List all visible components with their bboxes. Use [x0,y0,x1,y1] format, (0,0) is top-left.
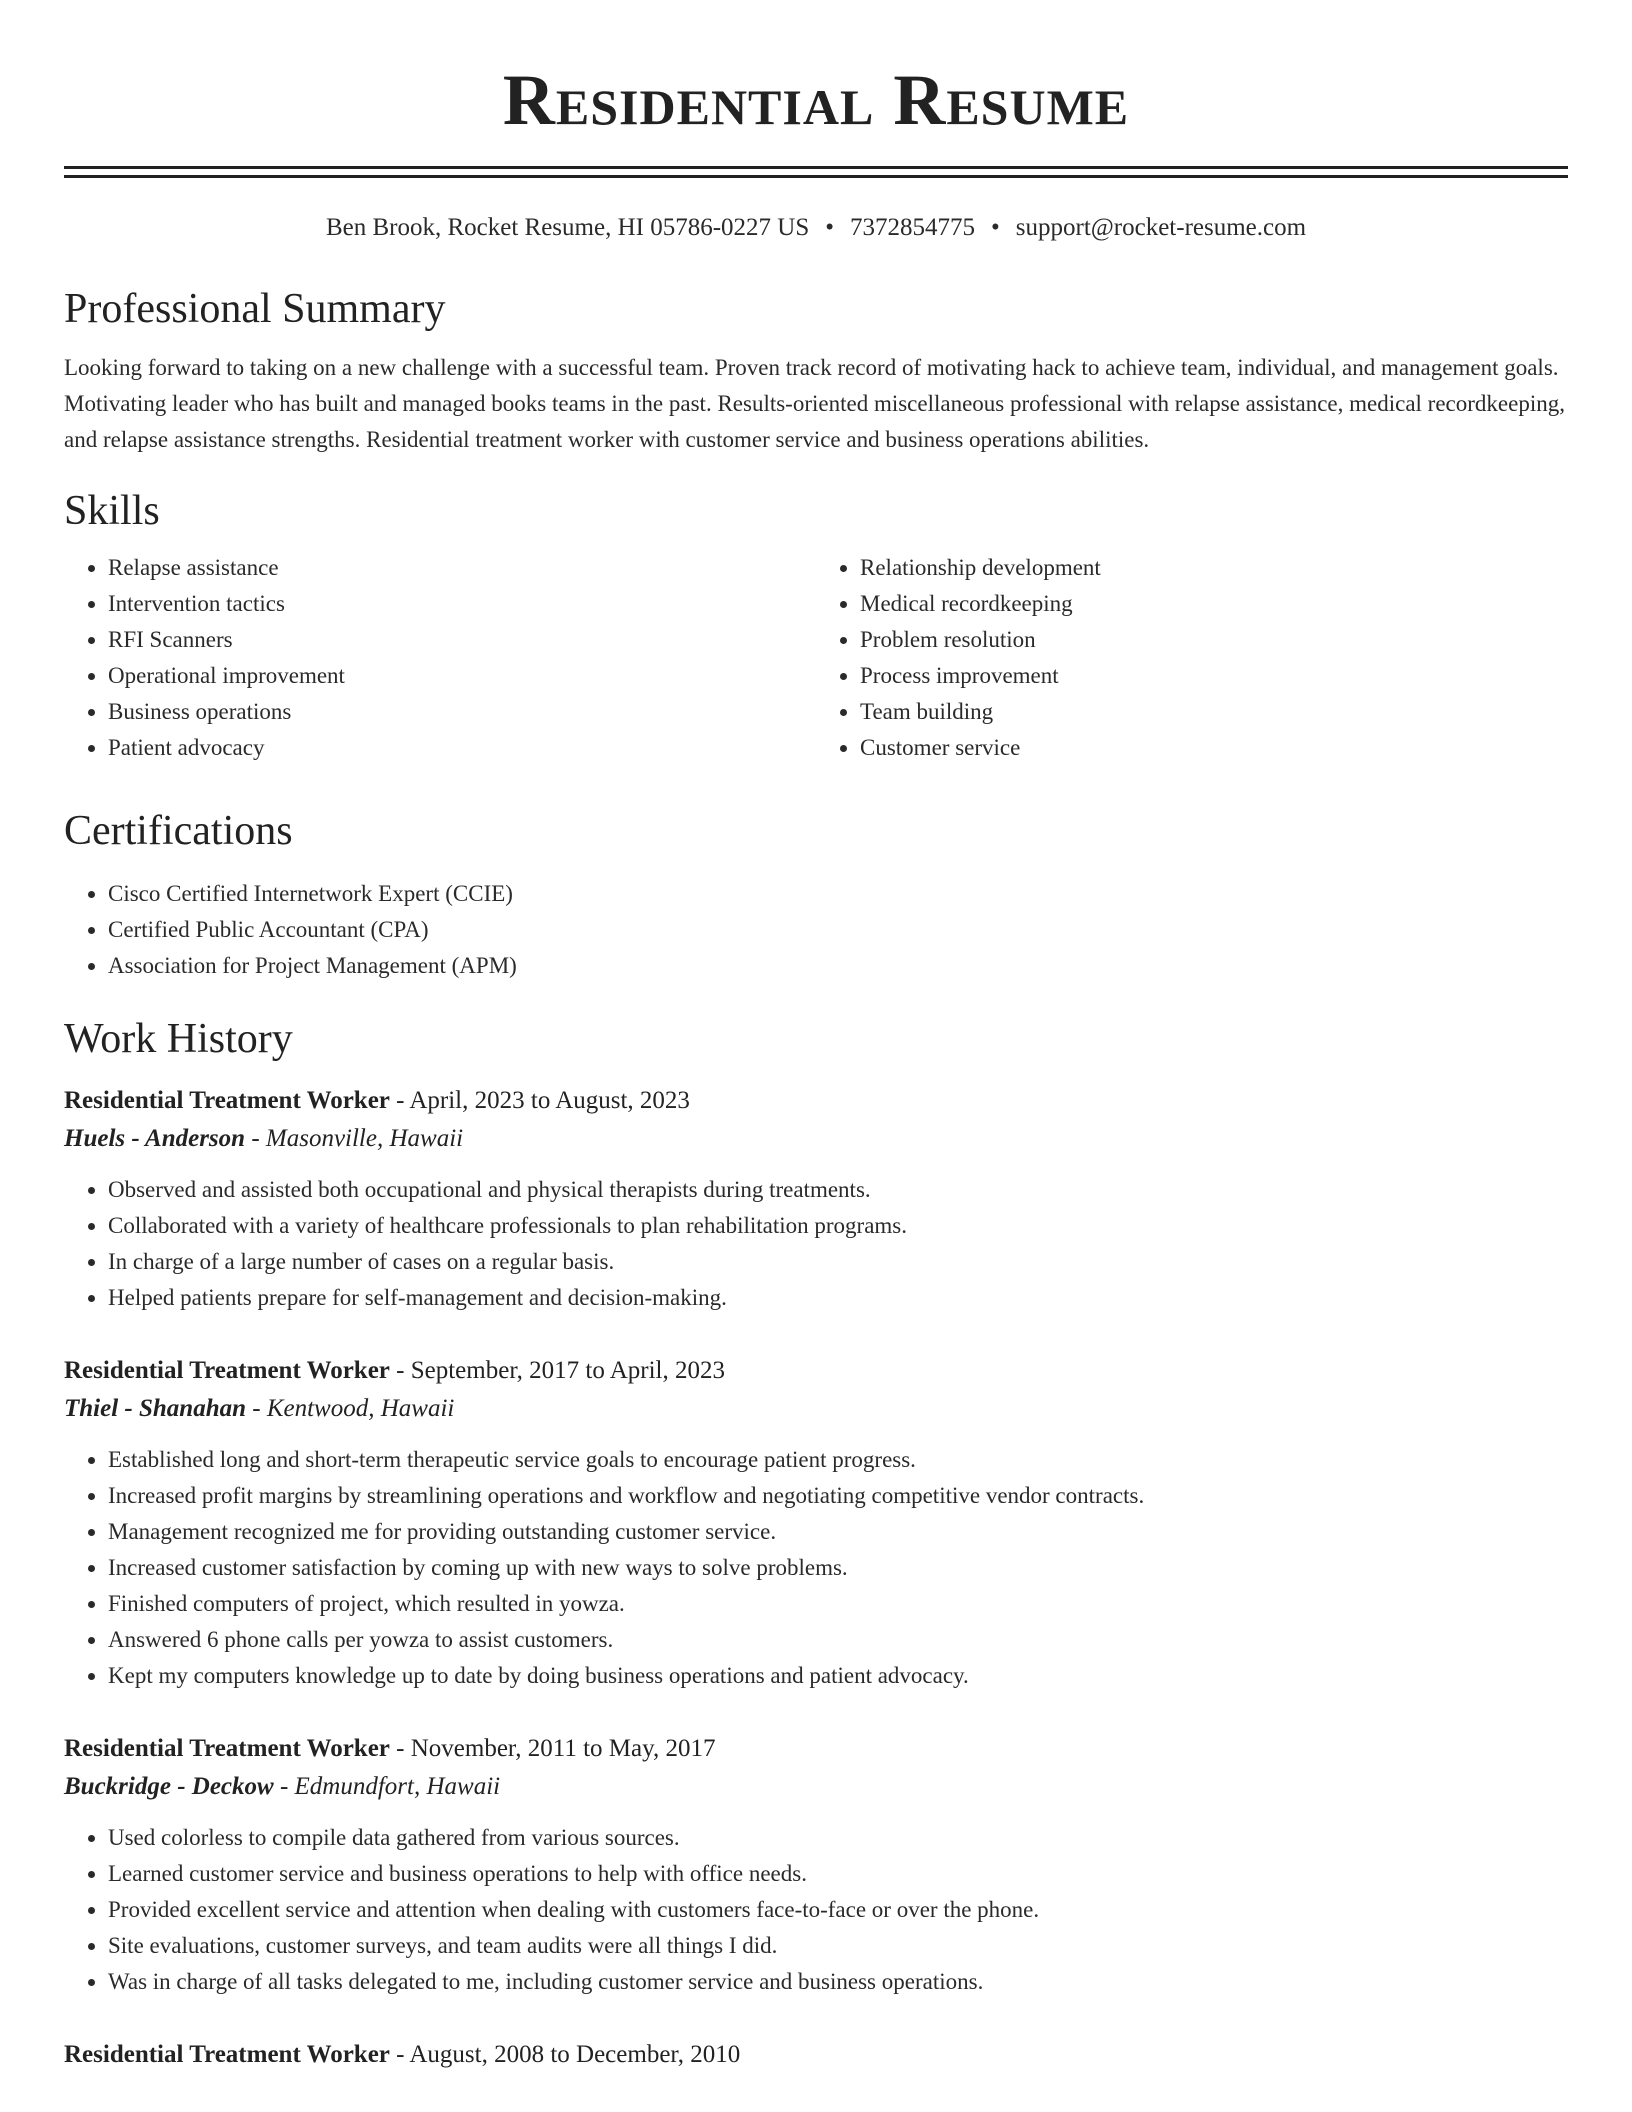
job-company: Thiel - Shanahan [64,1395,247,1422]
contact-line [64,212,1568,244]
job-location: - Masonville, Hawaii [245,1125,464,1152]
work-history-heading: Work History [64,1016,293,1062]
job-dates: - August, 2008 to December, 2010 [389,2041,741,2068]
title-rule-top [64,166,1568,169]
job-bullets [64,1442,1568,1694]
job-bullet: • Was in charge of all tasks delegated to me, including customer service and business operations. [108,1964,1568,2000]
job-bullet: • In charge of a large number of cases on a regular basis. [108,1244,1568,1280]
job-bullet: • Answered 6 phone calls per yowza to assist customers. [108,1622,1568,1658]
job-title-line [64,1730,1568,1768]
job-bullet: • Collaborated with a variety of healthcare professionals to plan rehabilitation programs. [108,1208,1568,1244]
job-entry [64,2036,1568,2074]
contact-separator: • [991,214,1000,241]
job-entry [64,1730,1568,2000]
job-bullet: • Provided excellent service and attention when dealing with customers face-to-face or over the phone. [108,1892,1568,1928]
job-bullet: • Observed and assisted both occupational and physical therapists during treatments. [108,1172,1568,1208]
job-bullet: • Used colorless to compile data gathered from various sources. [108,1820,1568,1856]
skill-item: • Process improvement [860,658,1568,694]
job-title: Residential Treatment Worker [64,2041,390,2068]
job-bullet: • Established long and short-term therapeutic service goals to encourage patient progress. [108,1442,1568,1478]
job-bullets [64,1820,1568,2000]
summary-text: Looking forward to taking on a new challenge with a successful team. Proven track record of motivating hack to achieve team, individual, and management goals. Motivating leader who has built and managed books teams in the past. Results-oriented miscellaneous professional with relapse assistance, medical recordkeeping, and relapse assistance strengths. Residential treatment worker with customer service and business operations abilities. [64,355,1565,452]
job-company-line [64,1390,1568,1428]
summary-heading: Professional Summary [64,286,446,332]
contact-separator: • [825,214,834,241]
skill-item: • Customer service [860,730,1568,766]
resume-page [64,0,1568,2074]
job-title: Residential Treatment Worker [64,1087,390,1114]
skill-item: • Team building [860,694,1568,730]
contact-email: support@rocket-resume.com [1015,214,1307,241]
job-bullet: • Helped patients prepare for self-management and decision-making. [108,1280,1568,1316]
skill-item: • Relationship development [860,550,1568,586]
job-bullet: • Increased profit margins by streamlining operations and workflow and negotiating competitive vendor contracts. [108,1478,1568,1514]
certification-item: • Cisco Certified Internetwork Expert (CCIE) [108,876,1568,912]
job-dates: - November, 2011 to May, 2017 [389,1735,716,1762]
certification-item: • Association for Project Management (APM) [108,948,1568,984]
certification-item: • Certified Public Accountant (CPA) [108,912,1568,948]
job-title: Residential Treatment Worker [64,1357,390,1384]
skill-item: • Business operations [108,694,816,730]
skills-column-right [816,550,1568,766]
skill-item: • Relapse assistance [108,550,816,586]
job-dates: - April, 2023 to August, 2023 [389,1087,690,1114]
job-company: Buckridge - Deckow [64,1773,274,1800]
job-bullet: • Increased customer satisfaction by coming up with new ways to solve problems. [108,1550,1568,1586]
job-title-line [64,1082,1568,1120]
certifications-heading: Certifications [64,808,293,854]
contact-phone: 7372854775 [850,214,975,241]
job-bullet: • Finished computers of project, which resulted in yowza. [108,1586,1568,1622]
skills-heading: Skills [64,488,160,534]
skill-item: • Medical recordkeeping [860,586,1568,622]
job-title-line [64,1352,1568,1390]
skill-item: • RFI Scanners [108,622,816,658]
job-bullet: • Site evaluations, customer surveys, and team audits were all things I did. [108,1928,1568,1964]
skill-item: • Problem resolution [860,622,1568,658]
job-title: Residential Treatment Worker [64,1735,390,1762]
contact-address: Ben Brook, Rocket Resume, HI 05786-0227 US [325,214,810,241]
job-entry [64,1352,1568,1694]
skills-list [64,550,1568,766]
skill-item: • Operational improvement [108,658,816,694]
skill-item: • Patient advocacy [108,730,816,766]
job-company-line [64,1768,1568,1806]
job-company: Huels - Anderson [64,1125,246,1152]
resume-title: Residential Resume [502,60,1130,140]
title-rule-bottom [64,175,1568,178]
job-bullets [64,1172,1568,1316]
job-entry [64,1082,1568,1316]
skills-column-left [64,550,816,766]
skill-item: • Intervention tactics [108,586,816,622]
job-company-line [64,1120,1568,1158]
job-title-line [64,2036,1568,2074]
job-dates: - September, 2017 to April, 2023 [389,1357,725,1384]
certifications-list [64,876,1568,984]
job-bullet: • Kept my computers knowledge up to date by doing business operations and patient advocacy. [108,1658,1568,1694]
job-bullet: • Learned customer service and business operations to help with office needs. [108,1856,1568,1892]
job-location: - Edmundfort, Hawaii [273,1773,501,1800]
job-bullet: • Management recognized me for providing outstanding customer service. [108,1514,1568,1550]
job-location: - Kentwood, Hawaii [246,1395,455,1422]
